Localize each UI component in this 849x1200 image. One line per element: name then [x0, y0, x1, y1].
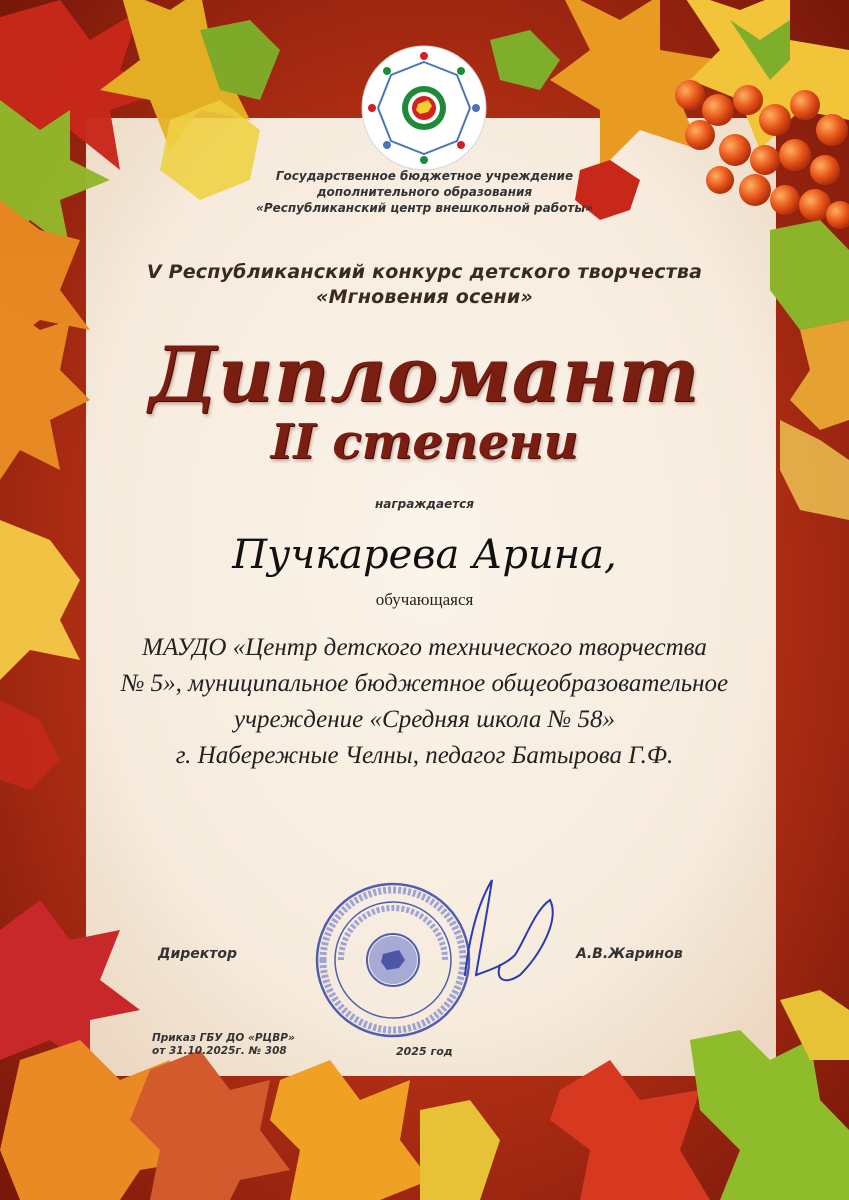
- organization-name: [0, 168, 849, 216]
- school-info: [0, 630, 849, 774]
- order-line: Приказ ГБУ ДО «РЦВР»: [152, 1032, 295, 1044]
- school-line: г. Набережные Челны, педагог Батырова Г.Ф.: [175, 742, 674, 769]
- order-reference: [152, 1032, 295, 1058]
- diploma-title: Дипломант: [149, 330, 700, 419]
- order-date: от 31.10.2025г. № 308: [152, 1045, 287, 1057]
- organization-line: Государственное бюджетное учреждение: [275, 169, 574, 183]
- contest-name: «Мгновения осени»: [316, 286, 533, 308]
- awarded-label: награждается: [375, 497, 474, 511]
- school-line: учреждение «Средняя школа № 58»: [233, 706, 615, 733]
- recipient-name: Пучкарева Арина,: [232, 532, 617, 578]
- organization-line: дополнительного образования: [316, 185, 533, 199]
- school-line: № 5», муниципальное бюджетное общеобразовательное: [120, 670, 729, 697]
- director-name: А.В.Жаринов: [576, 946, 683, 962]
- contest-line: V Республиканский конкурс детского творчества: [146, 261, 703, 283]
- recipient-status: обучающаяся: [375, 590, 474, 609]
- diploma-degree: II степени: [270, 414, 579, 470]
- contest-title: [0, 260, 849, 310]
- school-line: МАУДО «Центр детского технического творчества: [142, 634, 707, 661]
- director-title: Директор: [158, 946, 238, 962]
- rcvr-emblem: [362, 46, 486, 170]
- organization-line: «Республиканский центр внешкольной работы»: [256, 201, 593, 215]
- issue-year: 2025 год: [396, 1045, 453, 1058]
